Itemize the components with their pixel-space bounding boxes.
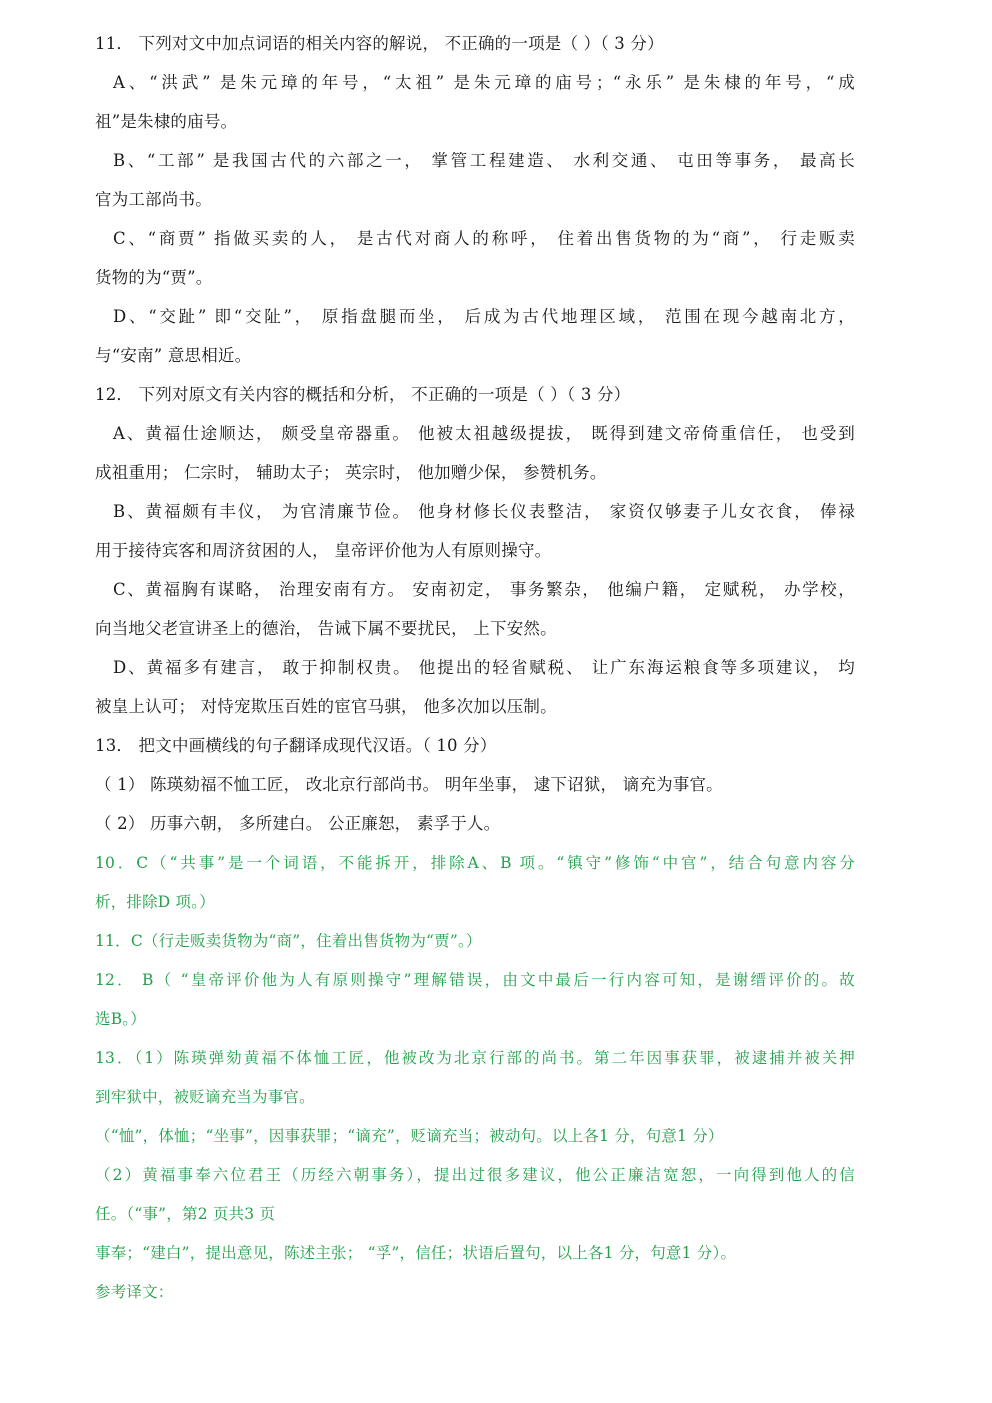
question-12-option-a-cont: 成祖重用； 仁宗时， 辅助太子； 英宗时， 他加赠少保， 参赞机务。 bbox=[95, 463, 607, 482]
question-12-option-d-cont: 被皇上认可； 对恃宠欺压百姓的宦官马骐， 他多次加以压制。 bbox=[95, 697, 557, 716]
question-11-option-d-cont: 与“安南” 意思相近。 bbox=[95, 346, 252, 365]
question-11-option-c-cont: 货物的为“贾”。 bbox=[95, 268, 213, 287]
question-12-option-c: C、黄福胸有谋略， 治理安南有方。 安南初定， 事务繁杂， 他编户籍， 定赋税， 办学校， bbox=[113, 580, 855, 599]
reference-translation-heading: 参考译文： bbox=[95, 1283, 174, 1301]
question-13-stem: 13． 把文中画横线的句子翻译成现代汉语。（ 10 分） bbox=[95, 736, 497, 755]
answer-13-scoring-1: （“恤”，体恤；“坐事”，因事获罪；“谪充”，贬谪充当；被动句。以上各1 分，句意1 分） bbox=[95, 1127, 724, 1145]
question-12-option-a: A、黄福仕途顺达， 颇受皇帝器重。 他被太祖越级提拔， 既得到建文帝倚重信任， 也受到 bbox=[113, 424, 855, 443]
question-13-sentence-1: （ 1） 陈瑛劾福不恤工匠， 改北京行部尚书。 明年坐事， 逮下诏狱， 谪充为事官。 bbox=[95, 775, 723, 794]
question-12-option-c-cont: 向当地父老宣讲圣上的德治， 告诫下属不要扰民， 上下安然。 bbox=[95, 619, 557, 638]
answer-13-translation-2: （2）黄福事奉六位君王（历经六朝事务），提出过很多建议，他公正廉洁宽恕，一向得到他人的信 bbox=[95, 1166, 855, 1184]
question-11-stem: 11． 下列对文中加点词语的相关内容的解说， 不正确的一项是（ ）（ 3 分） bbox=[95, 34, 664, 53]
answer-13-scoring-2: 事奉；“建白”，提出意见，陈述主张； “孚”，信任；状语后置句，以上各1 分，句意1 分）。 bbox=[95, 1244, 737, 1262]
answer-12-cont: 选B。） bbox=[95, 1010, 146, 1028]
question-11-option-b-cont: 官为工部尚书。 bbox=[95, 190, 212, 209]
question-11-option-d: D、“交趾” 即“交阯”， 原指盘腿而坐， 后成为古代地理区域， 范围在现今越南北方， bbox=[113, 307, 855, 326]
question-11-option-a: A、“洪武” 是朱元璋的年号，“太祖” 是朱元璋的庙号；“永乐” 是朱棣的年号，“成 bbox=[113, 73, 855, 92]
answer-11: 11．C（行走贩卖货物为“商”，住着出售货物为“贾”。） bbox=[95, 932, 482, 950]
answer-10-cont: 析，排除D 项。） bbox=[95, 893, 215, 911]
answer-13-translation-1-cont: 到牢狱中，被贬谪充当为事官。 bbox=[95, 1088, 315, 1106]
question-12-option-d: D、黄福多有建言， 敢于抑制权贵。 他提出的轻省赋税、 让广东海运粮食等多项建议， 均 bbox=[113, 658, 855, 677]
answer-13-translation-1: 13．（1）陈瑛弹劾黄福不体恤工匠，他被改为北京行部的尚书。第二年因事获罪，被逮捕并被关押 bbox=[95, 1049, 855, 1067]
question-11-option-c: C、“商贾” 指做买卖的人， 是古代对商人的称呼， 住着出售货物的为“商”， 行走贩卖 bbox=[113, 229, 855, 248]
question-12-option-b: B、黄福颇有丰仪， 为官清廉节俭。 他身材修长仪表整洁， 家资仅够妻子儿女衣食， 俸禄 bbox=[113, 502, 855, 521]
question-11-option-a-cont: 祖”是朱棣的庙号。 bbox=[95, 112, 238, 131]
answer-12: 12． B（ “皇帝评价他为人有原则操守”理解错误，由文中最后一行内容可知，是谢缙评价的。故 bbox=[95, 971, 855, 989]
question-12-option-b-cont: 用于接待宾客和周济贫困的人， 皇帝评价他为人有原则操守。 bbox=[95, 541, 552, 560]
answer-13-translation-2-cont: 任。（“事”，第2 页共3 页 bbox=[95, 1205, 276, 1223]
question-11-option-b: B、“工部” 是我国古代的六部之一， 掌管工程建造、 水利交通、 屯田等事务， 最高长 bbox=[113, 151, 855, 170]
question-13-sentence-2: （ 2） 历事六朝， 多所建白。 公正廉恕， 素孚于人。 bbox=[95, 814, 501, 833]
answer-10: 10．C（“共事”是一个词语，不能拆开，排除A、B 项。“镇守”修饰“中官”，结合句意内容分 bbox=[95, 854, 855, 872]
question-12-stem: 12． 下列对原文有关内容的概括和分析， 不正确的一项是（ ）（ 3 分） bbox=[95, 385, 631, 404]
